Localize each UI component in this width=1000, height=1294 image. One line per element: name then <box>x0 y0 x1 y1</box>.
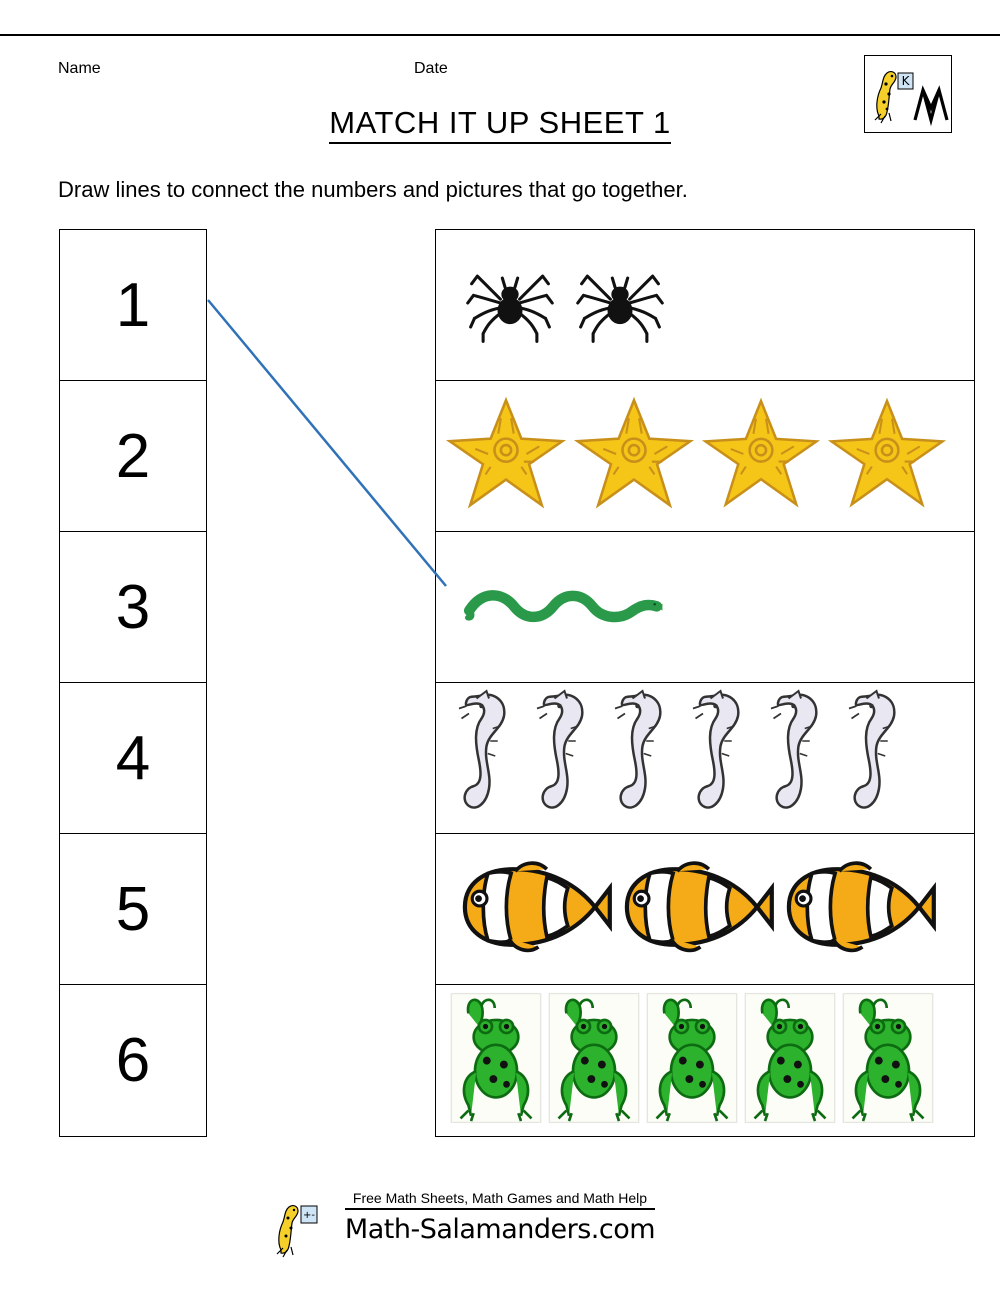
clownfish-icon <box>608 852 776 967</box>
spider-icon <box>462 255 558 356</box>
seahorse-icon <box>606 683 684 834</box>
number-cell-4[interactable]: 4 <box>60 683 206 834</box>
picture-row-clownfish[interactable] <box>436 834 974 985</box>
footer-tagline: Free Math Sheets, Math Games and Math Help <box>352 1190 648 1206</box>
connector-line-1-to-snake <box>208 300 446 586</box>
picture-row-snake[interactable] <box>436 532 974 683</box>
starfish-icon <box>698 391 824 522</box>
name-label: Name <box>58 60 101 77</box>
top-divider <box>0 34 1000 36</box>
picture-row-starfish[interactable] <box>436 381 974 532</box>
picture-row-frogs[interactable] <box>436 985 974 1136</box>
seahorse-icon <box>840 683 918 834</box>
frog-icon <box>548 992 640 1129</box>
picture-row-spiders[interactable] <box>436 230 974 381</box>
date-label: Date <box>414 60 448 77</box>
starfish-icon <box>442 390 570 523</box>
frog-icon <box>744 992 836 1129</box>
starfish-icon <box>824 391 950 522</box>
page-title-text: MATCH IT UP SHEET 1 <box>329 105 670 144</box>
clownfish-icon <box>446 852 614 967</box>
number-cell-3[interactable]: 3 <box>60 532 206 683</box>
number-cell-1[interactable]: 1 <box>60 230 206 381</box>
snake-icon <box>458 570 668 645</box>
spider-icon <box>572 255 668 356</box>
svg-text:K: K <box>901 74 910 88</box>
svg-text:+-: +- <box>302 1210 315 1221</box>
seahorse-icon <box>762 683 840 834</box>
seahorse-icon <box>450 683 528 834</box>
number-cell-6[interactable]: 6 <box>115 1026 151 1095</box>
footer-brand: Math-Salamanders.com <box>344 1214 656 1245</box>
footer <box>0 1190 1000 1245</box>
number-cell-2[interactable]: 2 <box>60 381 206 532</box>
footer-salamander-icon <box>267 1194 337 1260</box>
number-cell-5[interactable]: 5 <box>60 834 206 985</box>
starfish-icon <box>570 390 698 523</box>
picture-row-seahorses[interactable] <box>436 683 974 834</box>
clownfish-icon <box>770 852 938 967</box>
footer-content <box>302 1190 656 1245</box>
seahorse-icon <box>528 683 606 834</box>
seahorse-icon <box>684 683 762 834</box>
instruction-text: Draw lines to connect the numbers and pictures that go together. <box>58 177 688 202</box>
frog-icon <box>646 992 738 1129</box>
frog-icon <box>842 992 934 1129</box>
pictures-column <box>435 229 975 1137</box>
numbers-column <box>59 229 207 1137</box>
page-title <box>0 105 1000 141</box>
footer-divider <box>345 1208 655 1210</box>
frog-icon <box>450 992 542 1129</box>
